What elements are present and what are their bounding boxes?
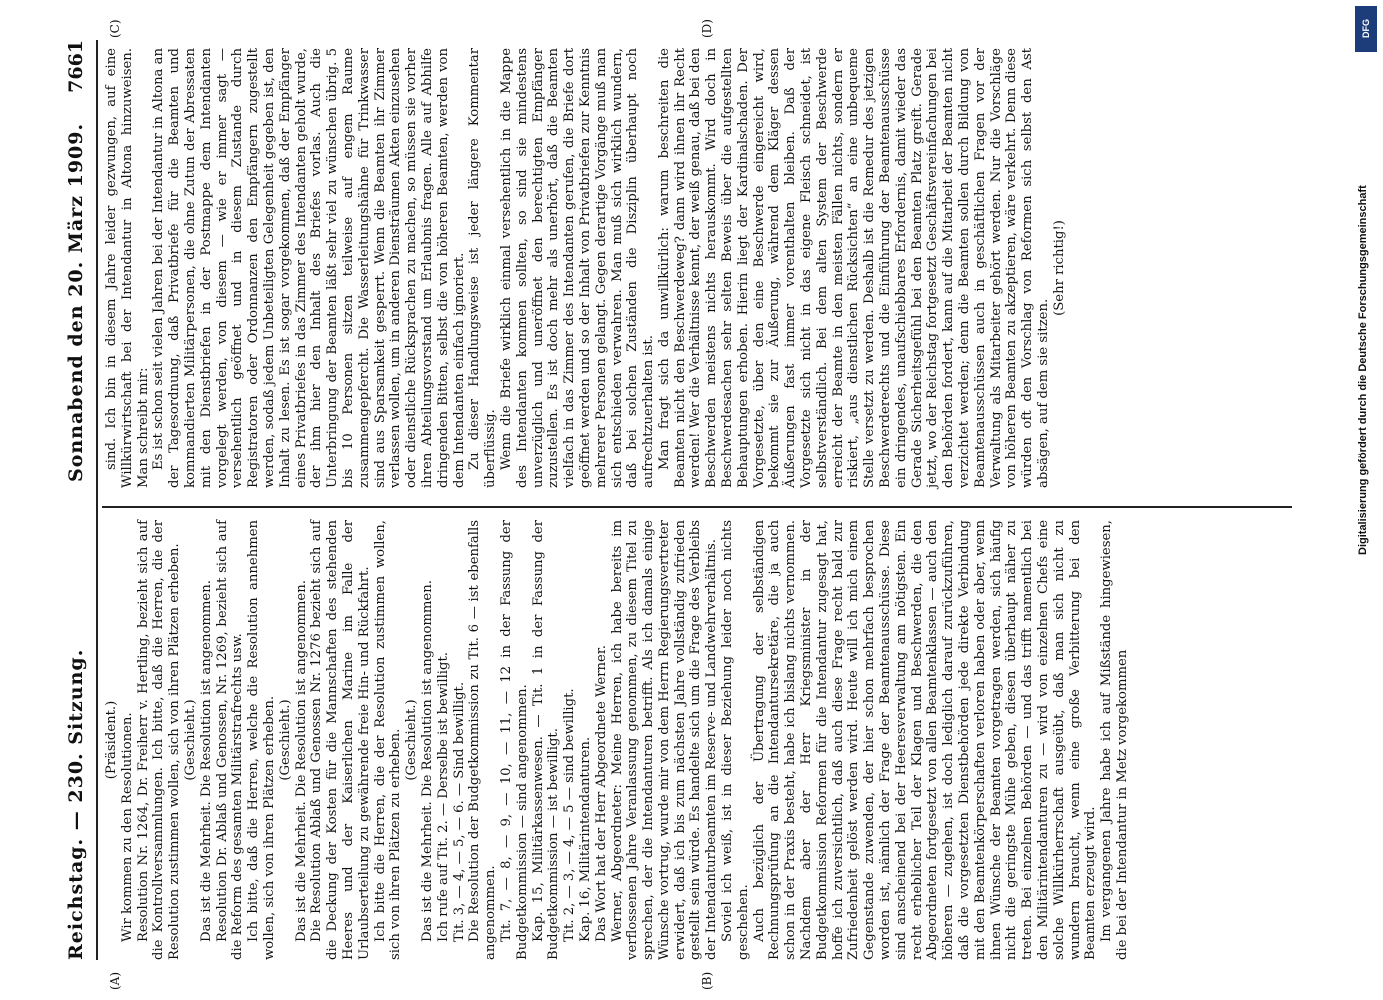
paragraph: sind. Ich bin in diesem Jahre leider gezwungen, auf eine Willkürwirtschaft bei der Intendantur in Altona hinzuweisen. Man schreibt mir: — [104, 48, 151, 488]
paragraph: Das ist die Mehrheit. Die Resolution ist angenommen. — [198, 580, 214, 942]
paragraph: Ich rufe auf Tit. 2. — Derselbe ist bewilligt. — [435, 652, 451, 942]
paragraph: Tit. 7, — 8, — 9, — 10, — 11, — 12 in der Fassung der Budgetkommission — sind angenommen. — [498, 520, 530, 960]
paragraph: Im vergangenen Jahre habe ich auf Mißstände hingewiesen, die bei der Intendantur in Metz vorgekommen — [1099, 520, 1130, 960]
page-number: 7661 — [65, 39, 87, 93]
paragraph: Zu dieser Handlungsweise ist jeder längere Kommentar überflüssig. — [467, 48, 499, 488]
paragraph: Es ist schon seit vielen Jahren bei der Intendantur in Altona an der Tagesordnung, daß Privatbriefe für die Beamten und kommandierten Militärpersonen, die ohne Zutun der Abressaten mit den Dienstbriefen in der Postmappe dem Intendanten vorgelegt werden, von diesem — wie er immer sagt — versehentlich geöffnet und in diesem Zustande durch Registratoren oder Ordonnanzen den Empfängern zugestellt werden, sodaß jedem Unbeteiligten Gelegenheit gegeben ist, den Inhalt zu lesen. Es ist sogar vorgekommen, daß der Empfänger eines Privatbriefes in das Zimmer des Intendanten geholt wurde, der ihm hier den Inhalt des Briefes vorlas. Auch die Unterbringung der Beamten läßt sehr viel zu wünschen übrig. 5 bis 10 Personen sitzen teilweise auf engem Raume zusammengepfercht. Die Wasserleitungshähne für Trinkwasser sind aus Sparsamkeit gesperrt. Wenn die Beamten ihr Zimmer verlassen wollen, um in anderen Diensträumen Akten einzusehen oder dienstliche Rücksprachen zu machen, so müssen sie vorher ihren Abteilungsvorstand um Erlaubnis fragen. Alle auf Abhilfe dringenden Bitten, selbst die von höheren Beamten, werden von dem Intendanten einfach ignoriert. — [151, 48, 467, 488]
column-divider — [102, 506, 1292, 508]
paragraph: (Geschieht.) — [404, 699, 420, 781]
header-rule — [96, 40, 98, 960]
margin-mark-d: (D) — [700, 19, 714, 38]
paragraph: Ich bitte die Herren, die der Resolution zustimmen wollen, sich von ihren Plätzen zu erheben. — [372, 520, 404, 960]
paragraph: Das ist die Mehrheit. Die Resolution ist angenommen. — [293, 580, 309, 942]
margin-mark-c: (C) — [108, 19, 122, 38]
margin-mark-b: (B) — [700, 971, 714, 990]
paragraph: Kap. 16, Militärintendanturen. — [577, 736, 593, 942]
paragraph: Kap. 15, Militärkassenwesen. — Tit. 1 in der Fassung der Budgetkommission — ist bewilligt. — [530, 520, 562, 960]
paragraph: Das ist die Mehrheit. Die Resolution ist angenommen. — [419, 580, 435, 942]
paragraph: Man fragt sich da unwillkürlich: warum beschreiten die Beamten nicht den Beschwerdeweg? dann wird ihnen ihr Recht werden! Wer die Verhältnisse kennt, der weiß genau, daß bei den Beschwerden meistens nichts herauskommt. Wird doch in Beschwerdesachen sehr selten Beweis über die aufgestellten Behauptungen erhoben. Hierin liegt der Kardinalschaden. Der Vorgesetzte, über den eine Beschwerde eingereicht wird, bekommt sie zur Äußerung, während dem Kläger dessen Äußerungen fast immer vorenthalten bleiben. Daß der Vorgesetzte sich nicht in das eigene Fleisch schneidet, ist selbstverständlich. Bei dem alten System der Beschwerde erreicht der Beamte in den meisten Fällen nichts, sondern er riskiert, „aus dienstlichen Rücksichten“ an eine unbequeme Stelle versetzt zu werden. Deshalb ist die Remedur des jetzigen Beschwerderechts und die Einführung der Beamtenausschüsse ein dringendes, unaufschiebbares Erfordernis, damit wieder das Gerade Sicherheitsgefühl bei den Beamten Platz greift. Gerade jetzt, wo der Reichstag fortgesetzt Geschäftsvereinfachungen bei den Behörden fordert, kann auf die Mitarbeit der Beamten nicht verzichtet werden; denn die Beamten sollen durch Bildung von Beamtenausschüssen auch in geschäftlichen Fragen vor der Verwaltung als Mitarbeiter gehört werden. Nur die Vorschläge von höheren Beamten zu akzeptieren, wäre verkehrt. Denn diese würden oft den Vorschlag von Reformen sich selbst den Ast absägen, auf dem sie sitzen. — [656, 48, 1052, 488]
paragraph: Tit. 2, — 3, — 4, — 5 — sind bewilligt. — [562, 688, 578, 942]
paragraph: (Sehr richtig!) — [1051, 220, 1067, 316]
paragraph: Die Resolution der Budgetkommission zu Tit. 6 — ist ebenfalls angenommen. — [467, 520, 499, 960]
paragraph: Resolution Dr. Ablaß und Genossen, Nr. 1269, bezieht sich auf die Reform des gesamten Militärstrafrechts usw. — [214, 520, 246, 960]
paragraph: Resolution Nr. 1264, Dr. Freiherr v. Hertling, bezieht sich auf die Kontrollversammlungen. Ich bitte, daß die Herren, die der Resolution zustimmen wollen, sich von ihren Plätzen erheben. — [135, 520, 183, 960]
paragraph: Das Wort hat der Herr Abgeordnete Werner. — [593, 645, 609, 942]
paragraph: Die Resolution Ablaß und Genossen Nr. 1276 bezieht sich auf die Deckung der Kosten für die Mannschaften des stehenden Heeres und der Kaiserlichen Marine im Falle der Urlaubserteilung zu gewährende freie Hin- und Rückfahrt. — [309, 520, 372, 960]
dfg-logo: DFG — [1355, 6, 1377, 52]
paragraph: (Geschieht.) — [182, 699, 198, 781]
paragraph: Ich bitte, daß die Herren, welche die Resolution annehmen wollen, sich von ihren Plätzen erheben. — [246, 520, 277, 960]
right-column — [104, 48, 1068, 488]
digitization-credit: Digitalisierung gefördert durch die Deutsche Forschungsgemeinschaft — [1357, 185, 1369, 555]
left-column — [104, 520, 1131, 960]
paragraph: (Präsident.) — [104, 700, 119, 780]
paragraph: Auch bezüglich der Übertragung der selbständigen Rechnungsprüfung an die Intendantursekretäre, die ja auch schon in der Praxis besteht, habe ich bislang nichts vernommen. Nachdem aber der Herr Kriegsminister in der Budgetkommission Reformen für die Intendantur zugesagt hat, hoffe ich zuversichtlich, daß auch diese Frage recht bald zur Zufriedenheit gelöst werden wird. Heute will ich mich einem Gegenstande zuwenden, der hier schon mehrfach besprochen worden ist, nämlich der Frage der Beamtenausschüsse. Diese sind anscheinend bei der Heeresverwaltung am nötigsten. Ein recht erheblicher Teil der Klagen und Beschwerden, die den Abgeordneten fortgesetzt von allen Beamtenklassen — auch den höheren — zugehen, ist doch lediglich darauf zurückzuführen, daß die vorgesetzten Dienstbehörden jede direkte Verbindung mit den Beamtenkörperschaften verloren haben oder aber, wenn ihnen Wünsche der Beamten vorgetragen werden, sich häufig nicht die geringste Mühe geben, diesen überhaupt näher zu treten. Bei einzelnen Behörden — und das trifft namentlich bei den Militärintendanturen zu — wird von einzelnen Chefs eine solche Willkürherrschaft ausgeübt, daß man sich nicht zu wundern braucht, wenn eine große Verbitterung bei den Beamten erzeugt wird. — [751, 520, 1099, 960]
paragraph: Wenn die Briefe wirklich einmal versehentlich in die Mappe des Intendanten kommen sollten, so sind sie mindestens unverzüglich und uneröffnet den berechtigten Empfänger zuzustellen. Es ist doch mehr als unerhört, daß die Beamten vielfach in das Zimmer des Intendanten gerufen, die Briefe dort geöffnet werden und so der Inhalt von Privatbriefen zur Kenntnis mehrerer Personen gelangt. Gegen derartige Vorgänge muß man sich entschieden verwahren. Man muß sich wirklich wundern, daß bei solchen Zuständen die Disziplin überhaupt noch aufrechtzuerhalten ist. — [498, 48, 657, 488]
paragraph: Soviel ich weiß, ist in dieser Beziehung leider noch nichts geschehen. — [720, 520, 751, 960]
paragraph: (Geschieht.) — [277, 699, 293, 781]
page-header — [60, 40, 92, 960]
paragraph: Wir kommen zu den Resolutionen. — [119, 712, 135, 942]
margin-mark-a: (A) — [108, 971, 122, 990]
header-right: Sonnabend den 20. März 1909. — [65, 122, 87, 483]
paragraph: Werner, Abgeordneter: Meine Herren, ich habe bereits im verflossenen Jahre Veranlassung genommen, zu diesem Titel zu sprechen, der die Intendanturen betrifft. Als ich damals einige Wünsche vortrug, wurde mir von dem Herrn Regierungsvertreter erwidert, daß ich bis zum nächsten Jahre vollständig zufrieden gestellt sein würde. Es handelte sich um die Frage des Verbleibs der Intendanturbeamten im Reserve- und Landwehrverhältnis. — [609, 520, 720, 960]
paragraph: Tit. 3, — 4, — 5, — 6. — Sind bewilligt. — [451, 681, 467, 942]
header-left: Reichstag. — 230. Sitzung. — [65, 648, 87, 960]
